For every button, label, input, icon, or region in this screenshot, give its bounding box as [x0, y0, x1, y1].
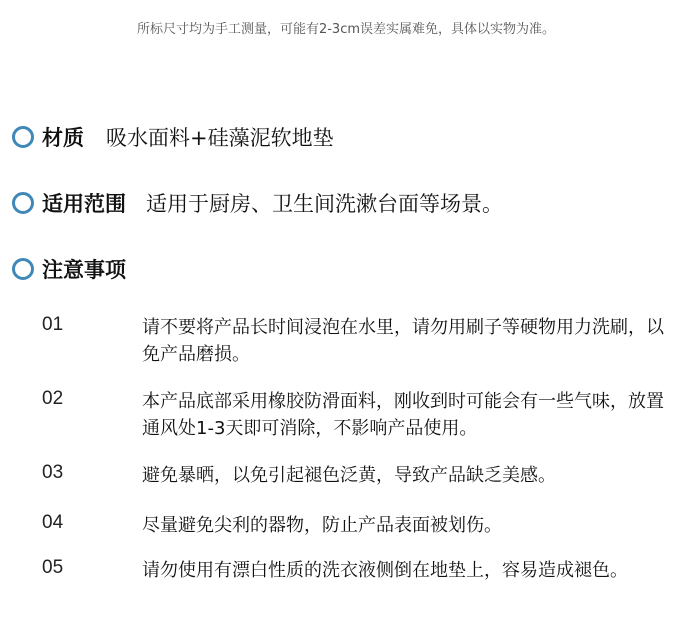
material-row	[12, 122, 334, 152]
circle-bullet-icon	[12, 258, 34, 280]
note-text: 避免暴晒，以免引起褪色泛黄，导致产品缺乏美感。	[142, 465, 556, 486]
notes-title: 注意事项	[42, 258, 126, 282]
notes-title-row	[12, 254, 126, 284]
note-number: 04	[42, 512, 64, 533]
note-text: 请不要将产品长时间浸泡在水里，请勿用刷子等硬物用力洗刷，以免产品磨损。	[142, 317, 664, 365]
scope-label: 适用范围	[42, 192, 126, 216]
circle-bullet-icon	[12, 126, 34, 148]
note-number: 03	[42, 462, 64, 483]
material-value: 吸水面料+硅藻泥软地垫	[106, 126, 334, 150]
note-text: 请勿使用有漂白性质的洗衣液侧倒在地垫上，容易造成褪色。	[142, 560, 628, 581]
note-number: 05	[42, 557, 64, 578]
circle-bullet-icon	[12, 192, 34, 214]
scope-value: 适用于厨房、卫生间洗漱台面等场景。	[146, 192, 503, 216]
note-text: 尽量避免尖利的器物，防止产品表面被划伤。	[142, 515, 502, 536]
material-label: 材质	[42, 126, 84, 150]
scope-row	[12, 188, 503, 218]
note-text: 本产品底部采用橡胶防滑面料，刚收到时可能会有一些气味，放置通风处1-3天即可消除，不影响产品使用。	[142, 391, 664, 439]
note-number: 02	[42, 388, 64, 409]
measurement-disclaimer: 所标尺寸均为手工测量，可能有2-3cm误差实属难免，具体以实物为准。	[136, 22, 556, 37]
note-number: 01	[42, 314, 64, 335]
